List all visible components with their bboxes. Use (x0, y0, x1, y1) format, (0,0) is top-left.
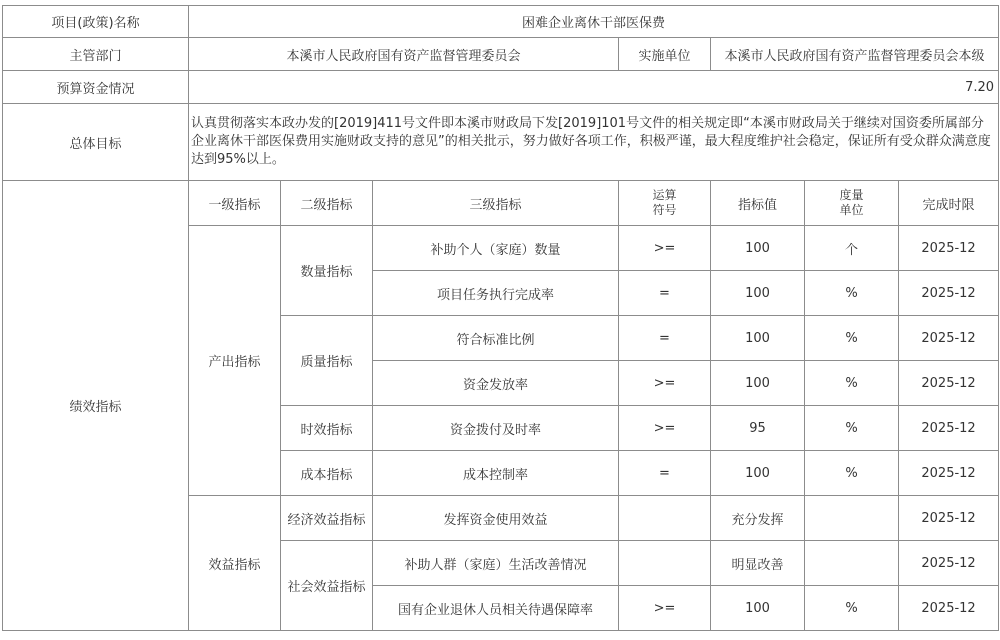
row-op: >= (619, 586, 711, 631)
row-deadline: 2025-12 (899, 496, 999, 541)
group-benefit: 效益指标 (189, 496, 281, 631)
row-deadline: 2025-12 (899, 541, 999, 586)
row-deadline: 2025-12 (899, 406, 999, 451)
row-op: >= (619, 406, 711, 451)
dept-value: 本溪市人民政府国有资产监督管理委员会 (189, 38, 619, 71)
row-value: 100 (711, 451, 805, 496)
row-name: 成本控制率 (373, 451, 619, 496)
row-value: 100 (711, 316, 805, 361)
row-value: 100 (711, 361, 805, 406)
col-unit (805, 181, 899, 226)
group-cost: 成本指标 (281, 451, 373, 496)
group-quantity: 数量指标 (281, 226, 373, 316)
row-name: 资金发放率 (373, 361, 619, 406)
budget-value: 7.20 (189, 71, 999, 104)
col-value: 指标值 (711, 181, 805, 226)
group-timeliness: 时效指标 (281, 406, 373, 451)
row-deadline: 2025-12 (899, 271, 999, 316)
goal-label: 总体目标 (3, 104, 189, 181)
row-op: >= (619, 226, 711, 271)
project-name-label: 项目(政策)名称 (3, 6, 189, 38)
col-op (619, 181, 711, 226)
row-unit (805, 541, 899, 586)
col-op-line2: 符号 (652, 203, 677, 217)
col-unit-line1: 度量 (839, 188, 864, 202)
row-unit: % (805, 316, 899, 361)
impl-label: 实施单位 (619, 38, 711, 71)
row-value: 充分发挥 (711, 496, 805, 541)
dept-label: 主管部门 (3, 38, 189, 71)
row-op: = (619, 451, 711, 496)
row-op: >= (619, 361, 711, 406)
row-unit: 个 (805, 226, 899, 271)
row-name: 发挥资金使用效益 (373, 496, 619, 541)
row-unit: % (805, 586, 899, 631)
goal-value: 认真贯彻落实本政办发的[2019]411号文件即本溪市财政局下发[2019]101号文件的相关规定即“本溪市财政局关于继续对国资委所属部分企业离休干部医保费用实施财政支持的意见”的相关批示，努力做好各项工作，积极严谨，最大程度维护社会稳定，保证所有受众群众满意度达到95%以上。 (189, 104, 999, 181)
group-economic: 经济效益指标 (281, 496, 373, 541)
row-name: 补助人群（家庭）生活改善情况 (373, 541, 619, 586)
row-name: 资金拨付及时率 (373, 406, 619, 451)
group-output: 产出指标 (189, 226, 281, 496)
row-unit: % (805, 361, 899, 406)
row-unit (805, 496, 899, 541)
row-unit: % (805, 451, 899, 496)
project-name-value: 困难企业离休干部医保费 (189, 6, 999, 38)
performance-table (2, 5, 999, 631)
group-quality: 质量指标 (281, 316, 373, 406)
row-value: 95 (711, 406, 805, 451)
col-level2: 二级指标 (281, 181, 373, 226)
col-op-line1: 运算 (652, 188, 677, 202)
col-level1: 一级指标 (189, 181, 281, 226)
row-op: = (619, 316, 711, 361)
budget-label: 预算资金情况 (3, 71, 189, 104)
row-name: 项目任务执行完成率 (373, 271, 619, 316)
row-unit: % (805, 271, 899, 316)
col-deadline: 完成时限 (899, 181, 999, 226)
row-name: 国有企业退休人员相关待遇保障率 (373, 586, 619, 631)
row-name: 符合标准比例 (373, 316, 619, 361)
row-value: 100 (711, 226, 805, 271)
impl-value: 本溪市人民政府国有资产监督管理委员会本级 (711, 38, 999, 71)
row-value: 100 (711, 586, 805, 631)
row-unit: % (805, 406, 899, 451)
group-social: 社会效益指标 (281, 541, 373, 631)
row-name: 补助个人（家庭）数量 (373, 226, 619, 271)
row-op: = (619, 271, 711, 316)
row-op (619, 541, 711, 586)
row-deadline: 2025-12 (899, 586, 999, 631)
row-deadline: 2025-12 (899, 316, 999, 361)
row-value: 明显改善 (711, 541, 805, 586)
row-op (619, 496, 711, 541)
col-unit-line2: 单位 (839, 203, 864, 217)
row-value: 100 (711, 271, 805, 316)
row-deadline: 2025-12 (899, 361, 999, 406)
row-deadline: 2025-12 (899, 226, 999, 271)
col-level3: 三级指标 (373, 181, 619, 226)
row-deadline: 2025-12 (899, 451, 999, 496)
perf-label: 绩效指标 (3, 181, 189, 631)
